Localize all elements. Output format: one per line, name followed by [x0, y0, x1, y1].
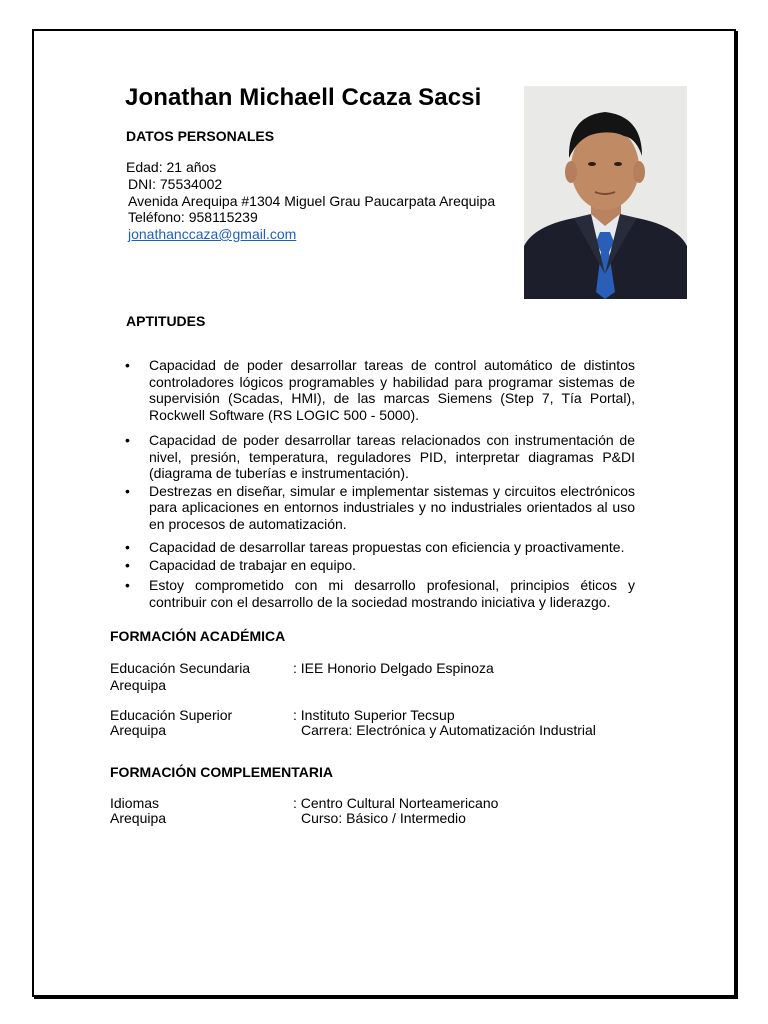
- list-item: [125, 432, 635, 482]
- bullet-icon: •: [125, 482, 130, 499]
- dni-text: DNI: 75534002: [128, 176, 223, 192]
- skill-text: Capacidad de desarrollar tareas propuestas con eficiencia y proactivamente.: [149, 539, 625, 555]
- phone-text: Teléfono: 958115239: [128, 209, 258, 225]
- skills-list: [125, 357, 635, 610]
- portrait-photo-icon: [524, 86, 687, 299]
- bullet-icon: •: [125, 357, 130, 373]
- profile-photo: [524, 86, 687, 299]
- list-item: [125, 357, 635, 423]
- education-value: : Instituto Superior Tecsup: [293, 707, 455, 723]
- skill-text: Capacidad de poder desarrollar tareas relacionados con instrumentación de nivel, presión, temperatura, reguladores PID, interpretar diagramas P&DI (diagrama de tuberías e instrumentación).: [149, 432, 635, 481]
- address-text: Avenida Arequipa #1304 Miguel Grau Paucarpata Arequipa: [128, 193, 496, 209]
- skill-text: Capacidad de poder desarrollar tareas de control automático de distintos controladores lógicos programables y habilidad para programar sistemas de supervisión (Scadas, HMI), de las marcas Siemens (Step 7, Tía Portal), Rockwell Software (RS LOGIC 500 - 5000).: [149, 357, 635, 423]
- bullet-icon: •: [125, 432, 130, 448]
- education-city: Arequipa: [110, 677, 167, 693]
- list-item: [125, 557, 635, 574]
- skill-text: Destrezas en diseñar, simular e implementar sistemas y circuitos electrónicos para aplicaciones en entornos industriales y no industriales orientados al uso en procesos de automatización.: [149, 482, 635, 532]
- list-item: [125, 539, 635, 556]
- list-item: [125, 483, 635, 533]
- personal-data-heading: DATOS PERSONALES: [126, 128, 275, 144]
- list-item: [125, 577, 635, 610]
- education-label: Educación Superior: [110, 707, 233, 723]
- skill-text: Estoy comprometido con mi desarrollo profesional, principios éticos y contribuir con el desarrollo de la sociedad mostrando iniciativa y liderazgo.: [149, 577, 635, 610]
- complementary-city: Arequipa: [110, 810, 167, 826]
- education-value: : IEE Honorio Delgado Espinoza: [293, 660, 494, 676]
- bullet-icon: •: [125, 539, 130, 555]
- skill-text: Capacidad de trabajar en equipo.: [149, 556, 357, 573]
- complementary-value: : Centro Cultural Norteamericano: [293, 795, 499, 811]
- education-label: Educación Secundaria: [110, 660, 251, 676]
- education-heading: FORMACIÓN ACADÉMICA: [110, 628, 286, 644]
- email-link[interactable]: jonathanccaza@gmail.com: [128, 226, 297, 242]
- bullet-icon: •: [125, 577, 130, 593]
- complementary-heading: FORMACIÓN COMPLEMENTARIA: [110, 764, 333, 780]
- bullet-icon: •: [125, 556, 130, 573]
- education-detail: Carrera: Electrónica y Automatización Industrial: [301, 722, 596, 738]
- age-text: Edad: 21 años: [126, 159, 217, 175]
- education-city: Arequipa: [110, 722, 167, 738]
- complementary-detail: Curso: Básico / Intermedio: [301, 810, 466, 826]
- complementary-label: Idiomas: [110, 795, 160, 811]
- skills-heading: APTITUDES: [126, 313, 206, 329]
- candidate-name: Jonathan Michaell Ccaza Sacsi: [125, 84, 482, 111]
